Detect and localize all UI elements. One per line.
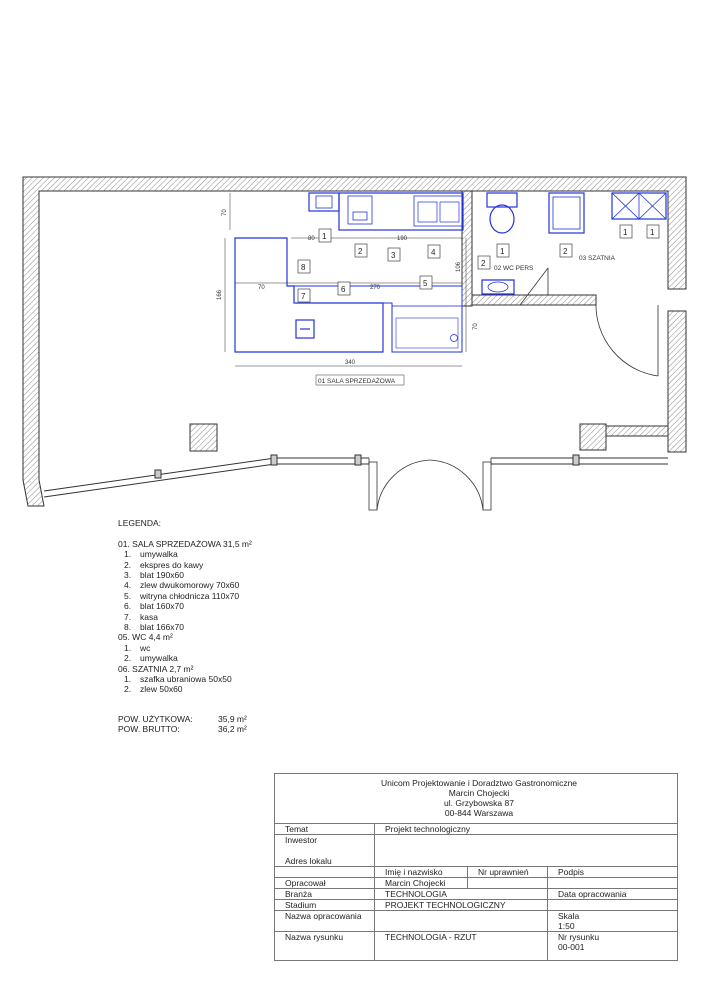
dim-190: 190: [397, 236, 408, 242]
szatnia-door[interactable]: [596, 302, 658, 376]
legend-title: LEGENDA:: [118, 518, 161, 528]
area-summary: [118, 714, 258, 735]
legend-item-text: szafka ubraniowa 50x50: [140, 674, 232, 685]
legend-item: [118, 560, 252, 570]
tag-box: [298, 225, 659, 302]
tag-8: 8: [301, 263, 306, 272]
room-label-wc: 02 WC PERS: [494, 265, 534, 272]
company-name: Unicom Projektowanie i Doradztwo Gastronomiczne: [380, 778, 578, 788]
tag-szatnia-1: 1: [623, 228, 628, 237]
legend-item-text: kasa: [140, 611, 158, 622]
inwestor-label: Inwestor: [285, 835, 318, 845]
company-person: Marcin Chojecki: [448, 788, 510, 798]
dim-70-right: 70: [473, 323, 479, 330]
legend-item: [118, 612, 252, 622]
dim-340: 340: [345, 360, 356, 366]
nazwa-rysunku-label: Nazwa rysunku: [275, 932, 375, 961]
legend-item-number: 3.: [124, 570, 132, 581]
legend-item-number: 1.: [124, 674, 132, 685]
legend-item-number: 7.: [124, 611, 132, 622]
tag-wc-1: 1: [500, 247, 505, 256]
dim-80: 80: [308, 236, 315, 242]
dim-106: 106: [456, 261, 462, 272]
dim-70-left: 70: [258, 285, 265, 291]
temat-value: Projekt technologiczny: [375, 824, 678, 835]
skala-value: 1:50: [558, 921, 575, 931]
legend-item-text: umywalka: [140, 653, 178, 664]
company-street: ul. Grzybowska 87: [444, 798, 514, 808]
legend-item-number: 6.: [124, 601, 132, 612]
legend-item-text: zlew 50x60: [140, 684, 183, 695]
legend-item-number: 4.: [124, 580, 132, 591]
legend-section-sala: 01. SALA SPRZEDAŻOWA 31,5 m²: [118, 538, 252, 549]
gross-area-label: POW. BRUTTO:: [118, 724, 180, 735]
company-city: 00-844 Warszawa: [444, 808, 514, 818]
opracowal-label: Opracował: [275, 878, 375, 889]
stadium-value: PROJEKT TECHNOLOGICZNY: [375, 900, 548, 911]
legend-item: [118, 643, 252, 653]
legend-item-number: 2.: [124, 684, 132, 695]
nazwa-opracowania-label: Nazwa opracowania: [275, 911, 375, 932]
branza-value: TECHNOLOGIA: [375, 889, 548, 900]
legend-item-text: blat 166x70: [140, 622, 184, 633]
legend-item-number: 8.: [124, 622, 132, 633]
legend-item: [118, 601, 252, 611]
legend-item: [118, 653, 252, 663]
gross-area-value: 36,2 m²: [218, 724, 247, 735]
legend-item: [118, 684, 252, 694]
usable-area-label: POW. UŻYTKOWA:: [118, 714, 193, 724]
legend-item: [118, 570, 252, 580]
legend-item-text: zlew dwukomorowy 70x60: [140, 580, 240, 591]
dim-166: 166: [217, 289, 223, 300]
company-block: [275, 774, 678, 824]
tag-4: 4: [431, 248, 436, 257]
title-block: [274, 773, 678, 961]
col-license: Nr uprawnień: [468, 867, 548, 878]
legend: [118, 518, 252, 695]
legend-item: [118, 674, 252, 684]
legend-item: [118, 580, 252, 590]
legend-item-number: 1.: [124, 549, 132, 560]
nr-rysunku-value: 00-001: [558, 942, 585, 952]
legend-item-text: witryna chłodnicza 110x70: [140, 590, 240, 601]
tag-1: 1: [322, 232, 327, 241]
equipment-tags: [298, 225, 659, 302]
legend-item-text: umywalka: [140, 549, 178, 560]
legend-item-text: blat 190x60: [140, 570, 184, 581]
front-window: [44, 455, 668, 497]
stadium-label: Stadium: [275, 900, 375, 911]
legend-item: [118, 549, 252, 559]
legend-item: [118, 591, 252, 601]
nazwa-rysunku-value: TECHNOLOGIA - RZUT: [375, 932, 548, 961]
legend-section-wc: 05. WC 4,4 m²: [118, 632, 173, 643]
skala-label: Skala: [558, 911, 580, 921]
room-label-sala: 01 SALA SPRZEDAŻOWA: [318, 378, 396, 385]
legend-item-number: 5.: [124, 590, 132, 601]
entrance-door[interactable]: [369, 458, 491, 510]
legend-section-szatnia: 06. SZATNIA 2,7 m²: [118, 663, 194, 674]
nr-rysunku-label: Nr rysunku: [558, 932, 600, 942]
tag-szatnia-2: 2: [563, 247, 568, 256]
tag-3: 3: [391, 251, 396, 260]
legend-item-text: ekspres do kawy: [140, 559, 204, 570]
tag-6: 6: [341, 285, 346, 294]
temat-label: Temat: [275, 824, 375, 835]
legend-item: [118, 622, 252, 632]
col-sign: Podpis: [548, 867, 678, 878]
tag-5: 5: [423, 279, 428, 288]
legend-item-number: 2.: [124, 653, 132, 664]
legend-item-number: 2.: [124, 559, 132, 570]
tag-2: 2: [358, 247, 363, 256]
tag-wc-2: 2: [481, 259, 486, 268]
data-label: Data opracowania: [548, 889, 678, 900]
col-name: Imię i nazwisko: [375, 867, 468, 878]
dim-270: 270: [370, 285, 381, 291]
legend-item-text: blat 160x70: [140, 601, 184, 612]
legend-item-number: 1.: [124, 642, 132, 653]
room-label-szatnia: 03 SZATNIA: [579, 255, 616, 262]
opracowal-value: Marcin Chojecki: [375, 878, 468, 889]
branza-label: Branża: [275, 889, 375, 900]
tag-7: 7: [301, 292, 306, 301]
adres-label: Adres lokalu: [285, 856, 332, 866]
dim-70-top: 70: [222, 209, 228, 216]
legend-item-text: wc: [140, 642, 151, 653]
tag-szatnia-1b: 1: [650, 228, 655, 237]
usable-area-value: 35,9 m²: [218, 714, 247, 724]
